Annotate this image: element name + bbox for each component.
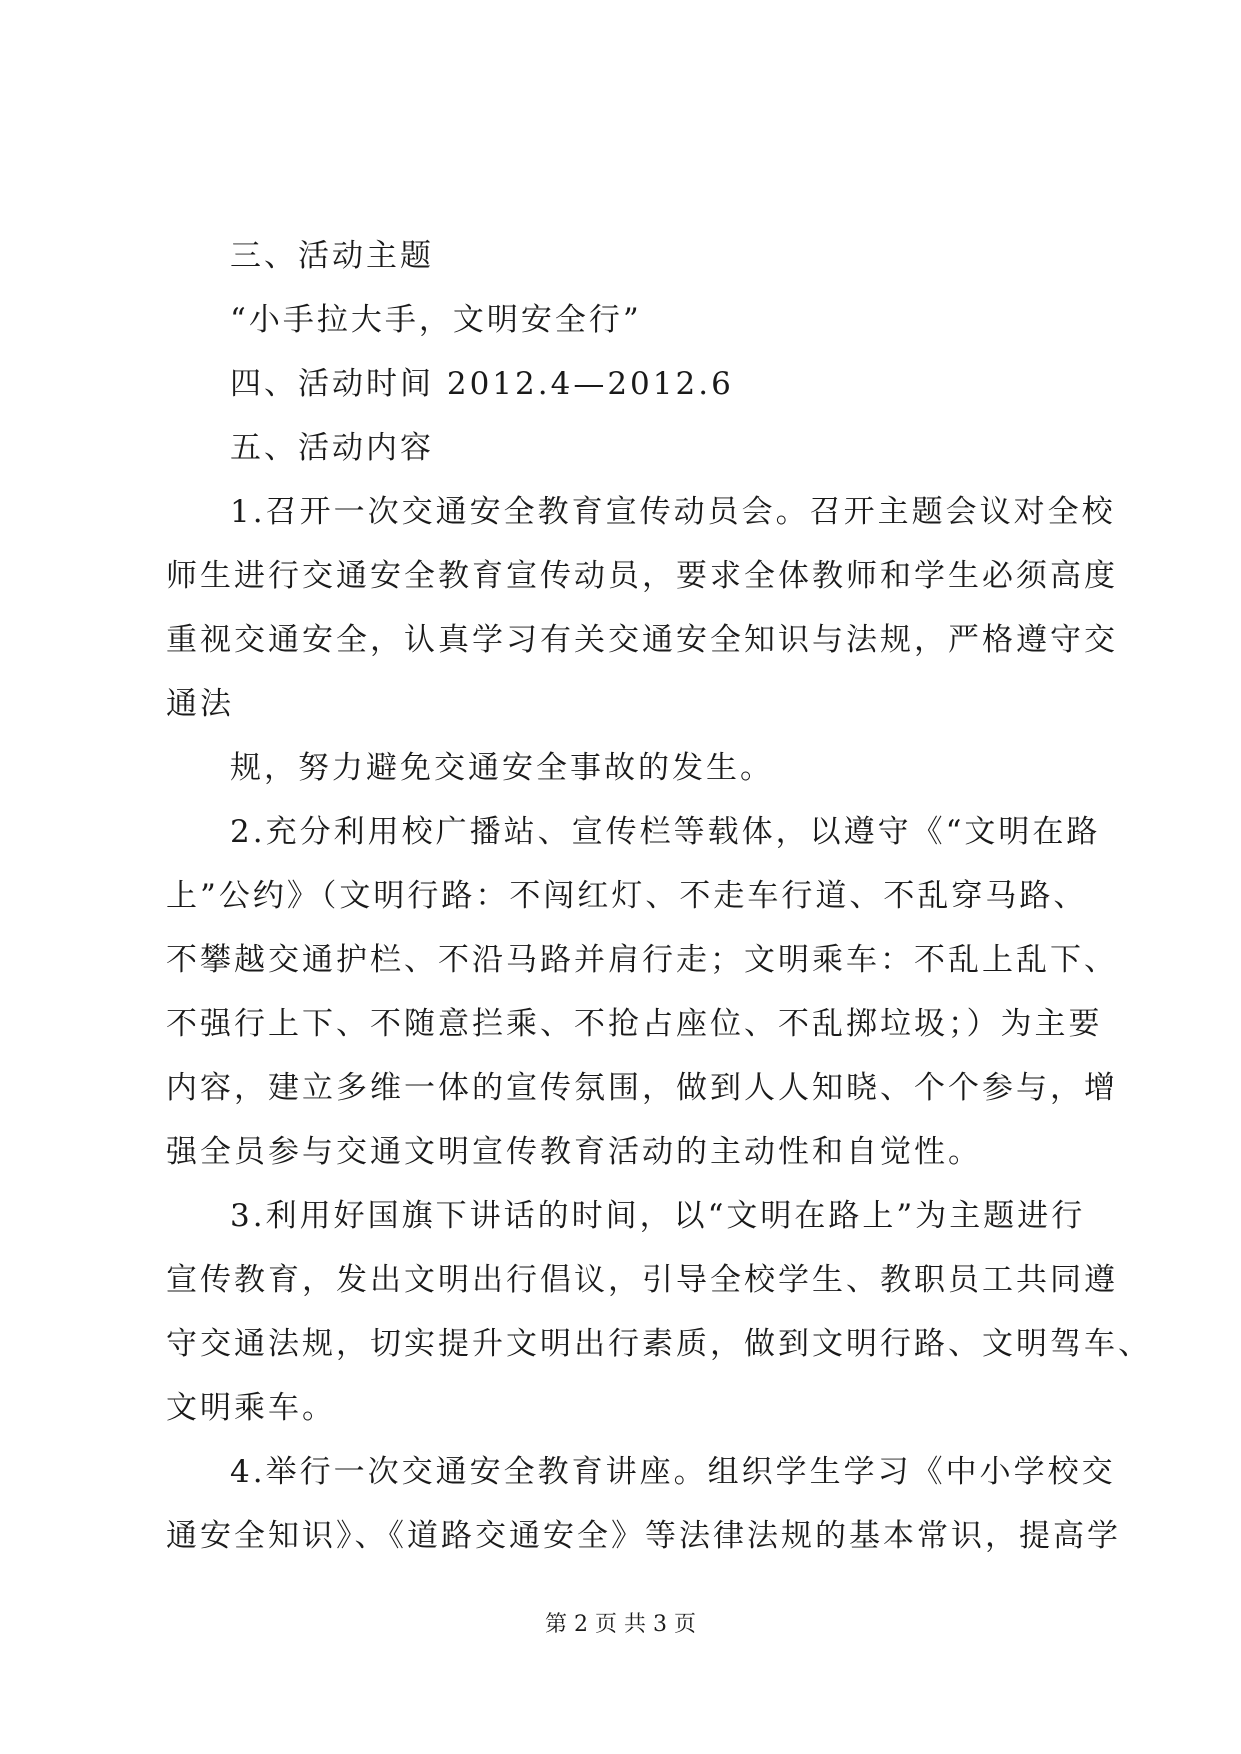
section-heading-content: 五、活动内容	[230, 430, 434, 466]
paragraph-line: 2.充分利用校广播站、宣传栏等载体，以遵守《“文明在路	[230, 814, 1101, 850]
paragraph-line: 规，努力避免交通安全事故的发生。	[230, 750, 774, 786]
paragraph-line: 3.利用好国旗下讲话的时间，以“文明在路上”为主题进行	[230, 1198, 1086, 1234]
paragraph-line: 师生进行交通安全教育宣传动员，要求全体教师和学生必须高度	[166, 558, 1118, 594]
paragraph-line: 强全员参与交通文明宣传教育活动的主动性和自觉性。	[166, 1134, 982, 1170]
paragraph-line: 通法	[166, 686, 234, 722]
paragraph-line: 上”公约》（文明行路：不闯红灯、不走车行道、不乱穿马路、	[166, 878, 1088, 914]
theme-slogan: “小手拉大手，文明安全行”	[230, 302, 642, 338]
paragraph-line: 文明乘车。	[166, 1390, 336, 1426]
section-heading-time: 四、活动时间 2012.4—2012.6	[230, 366, 734, 402]
paragraph-line: 不强行上下、不随意拦乘、不抢占座位、不乱掷垃圾；）为主要	[166, 1006, 1103, 1042]
paragraph-line: 宣传教育，发出文明出行倡议，引导全校学生、教职员工共同遵	[166, 1262, 1118, 1298]
paragraph-line: 1.召开一次交通安全教育宣传动员会。召开主题会议对全校	[230, 494, 1116, 530]
paragraph-line: 内容，建立多维一体的宣传氛围，做到人人知晓、个个参与，增	[166, 1070, 1118, 1106]
paragraph-line: 重视交通安全，认真学习有关交通安全知识与法规，严格遵守交	[166, 622, 1118, 658]
paragraph-line: 不攀越交通护栏、不沿马路并肩行走；文明乘车：不乱上乱下、	[166, 942, 1118, 978]
paragraph-line: 通安全知识》、《道路交通安全》等法律法规的基本常识，提高学	[166, 1518, 1121, 1554]
section-heading-theme: 三、活动主题	[230, 238, 434, 274]
paragraph-line: 4.举行一次交通安全教育讲座。组织学生学习《中小学校交	[230, 1454, 1116, 1490]
page-number-footer: 第 2 页 共 3 页	[545, 1612, 696, 1637]
paragraph-line: 守交通法规，切实提升文明出行素质，做到文明行路、文明驾车、	[166, 1326, 1152, 1362]
